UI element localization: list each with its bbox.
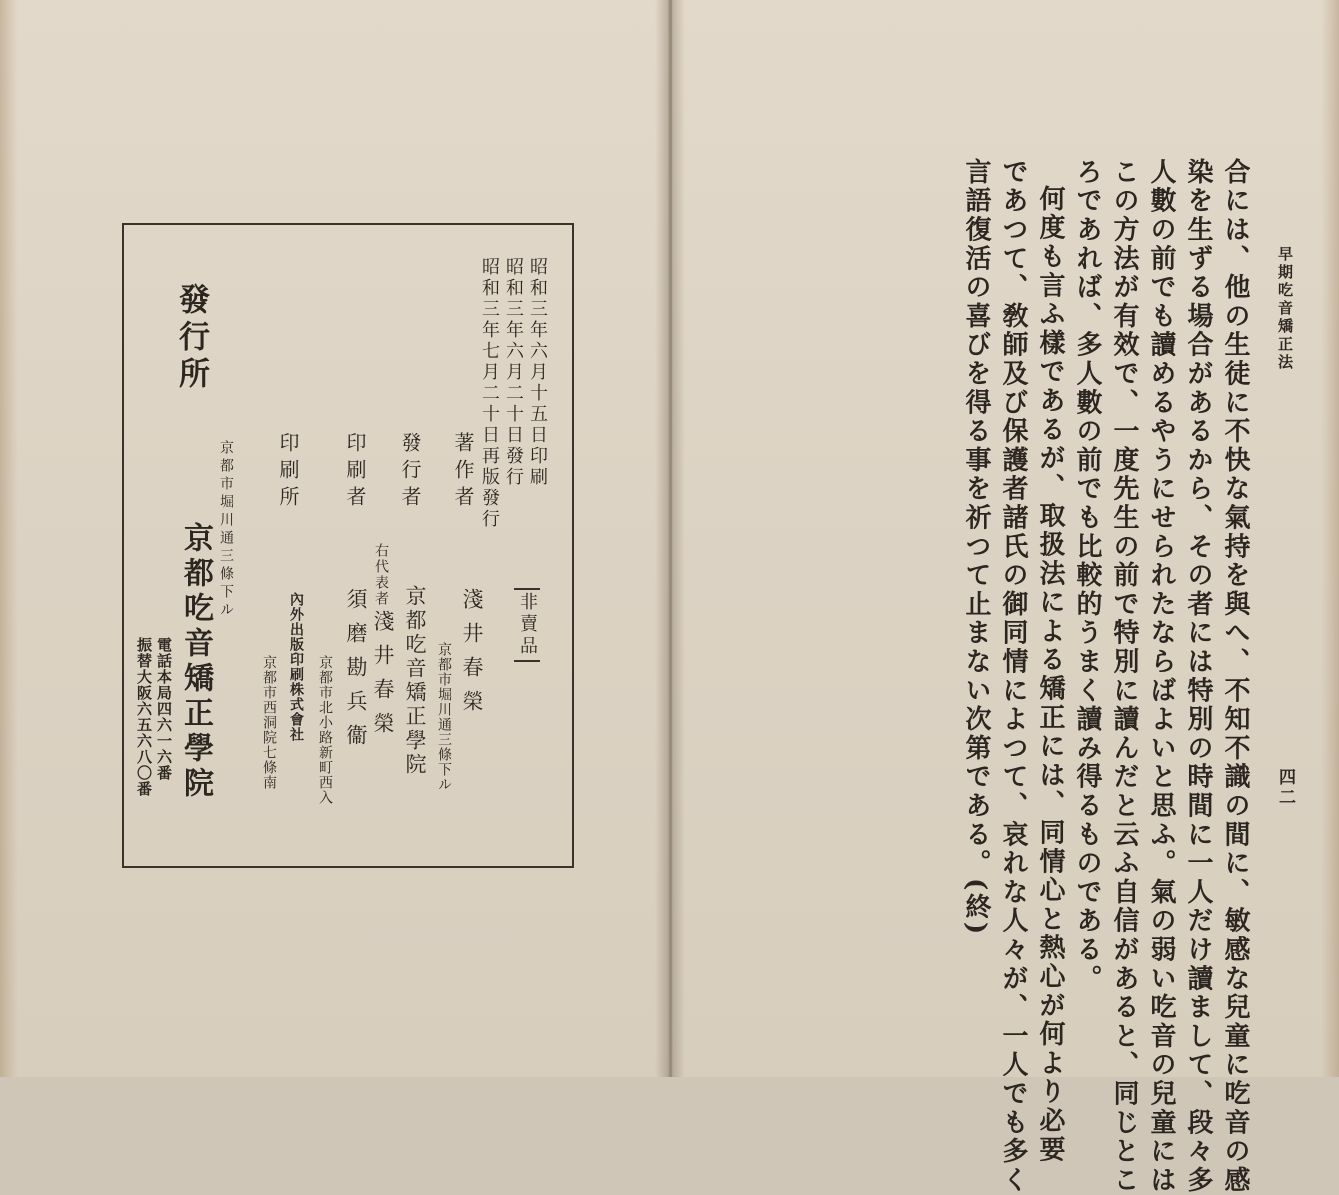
print-shop-address: 京都市西洞院七條南 — [261, 655, 277, 790]
author-address: 京都市堀川通三條下ル — [436, 642, 452, 792]
not-for-sale-label: 非賣品 — [514, 588, 540, 662]
representative-label: 右代表者 — [373, 543, 389, 607]
printer-address: 京都市北小路新町西入 — [317, 655, 333, 805]
author-label: 著作者 — [451, 432, 475, 513]
running-head: 早期吃音矯正法 — [1276, 246, 1294, 372]
publisher-name: 京都吃音矯正學院 — [403, 585, 427, 777]
body-line-8: 言語復活の喜びを得る事を祈つて止まない次第である。(終) — [961, 158, 991, 938]
left-edge-stain — [0, 0, 18, 1077]
body-line-5: ろであれば、多人數の前でも比較的うまく讀み得るものである。 — [1072, 158, 1102, 994]
transfer-account: 振替大阪六五六八〇番 — [135, 637, 153, 797]
issuer-name: 京都吃音矯正學院 — [178, 522, 213, 802]
body-line-4: この方法が有效で、一度先生の前で特別に讀んだと云ふ自信があると、同じとこ — [1109, 158, 1139, 1195]
phone-number: 電話本局四六一六番 — [155, 637, 173, 781]
right-edge-stain — [1321, 0, 1339, 1077]
book-gutter — [655, 0, 685, 1077]
author-name: 淺井春榮 — [460, 588, 484, 724]
issuer-address: 京都市堀川通三條下ル — [218, 440, 234, 620]
publisher-label: 發行者 — [398, 432, 422, 513]
issuer-label: 發行所 — [173, 283, 209, 394]
body-line-6: 何度も言ふ樣であるが、取扱法による矯正には、同情心と熱心が何より必要 — [1035, 185, 1065, 1165]
print-shop-name: 內外出版印刷株式會社 — [288, 592, 304, 742]
body-line-2: 染を生ずる場合があるから、その者には特別の時間に一人だけ讀まして、段々多 — [1183, 158, 1213, 1195]
print-shop-label: 印刷所 — [276, 432, 300, 513]
body-line-1: 合には、他の生徒に不快な氣持を與へ、不知不識の間に、敏感な兒童に吃音の感 — [1220, 158, 1250, 1195]
print-date: 昭和三年六月十五日印刷 — [527, 257, 548, 488]
printer-label: 印刷者 — [343, 432, 367, 513]
reprint-date: 昭和三年七月二十日再版發行 — [479, 257, 500, 530]
issue-date: 昭和三年六月二十日發行 — [503, 257, 524, 488]
representative-name: 淺井春榮 — [371, 610, 395, 746]
page-number: 四二 — [1275, 768, 1295, 808]
body-line-3: 人數の前でも讀めるやうにせられたならばよいと思ふ。氣の弱い吃音の兒童には — [1146, 158, 1176, 1195]
printer-name: 須磨勘兵衞 — [344, 588, 368, 758]
body-line-7: であつて、敎師及び保護者諸氏の御同情によつて、哀れな人々が、一人でも多く — [998, 158, 1028, 1195]
